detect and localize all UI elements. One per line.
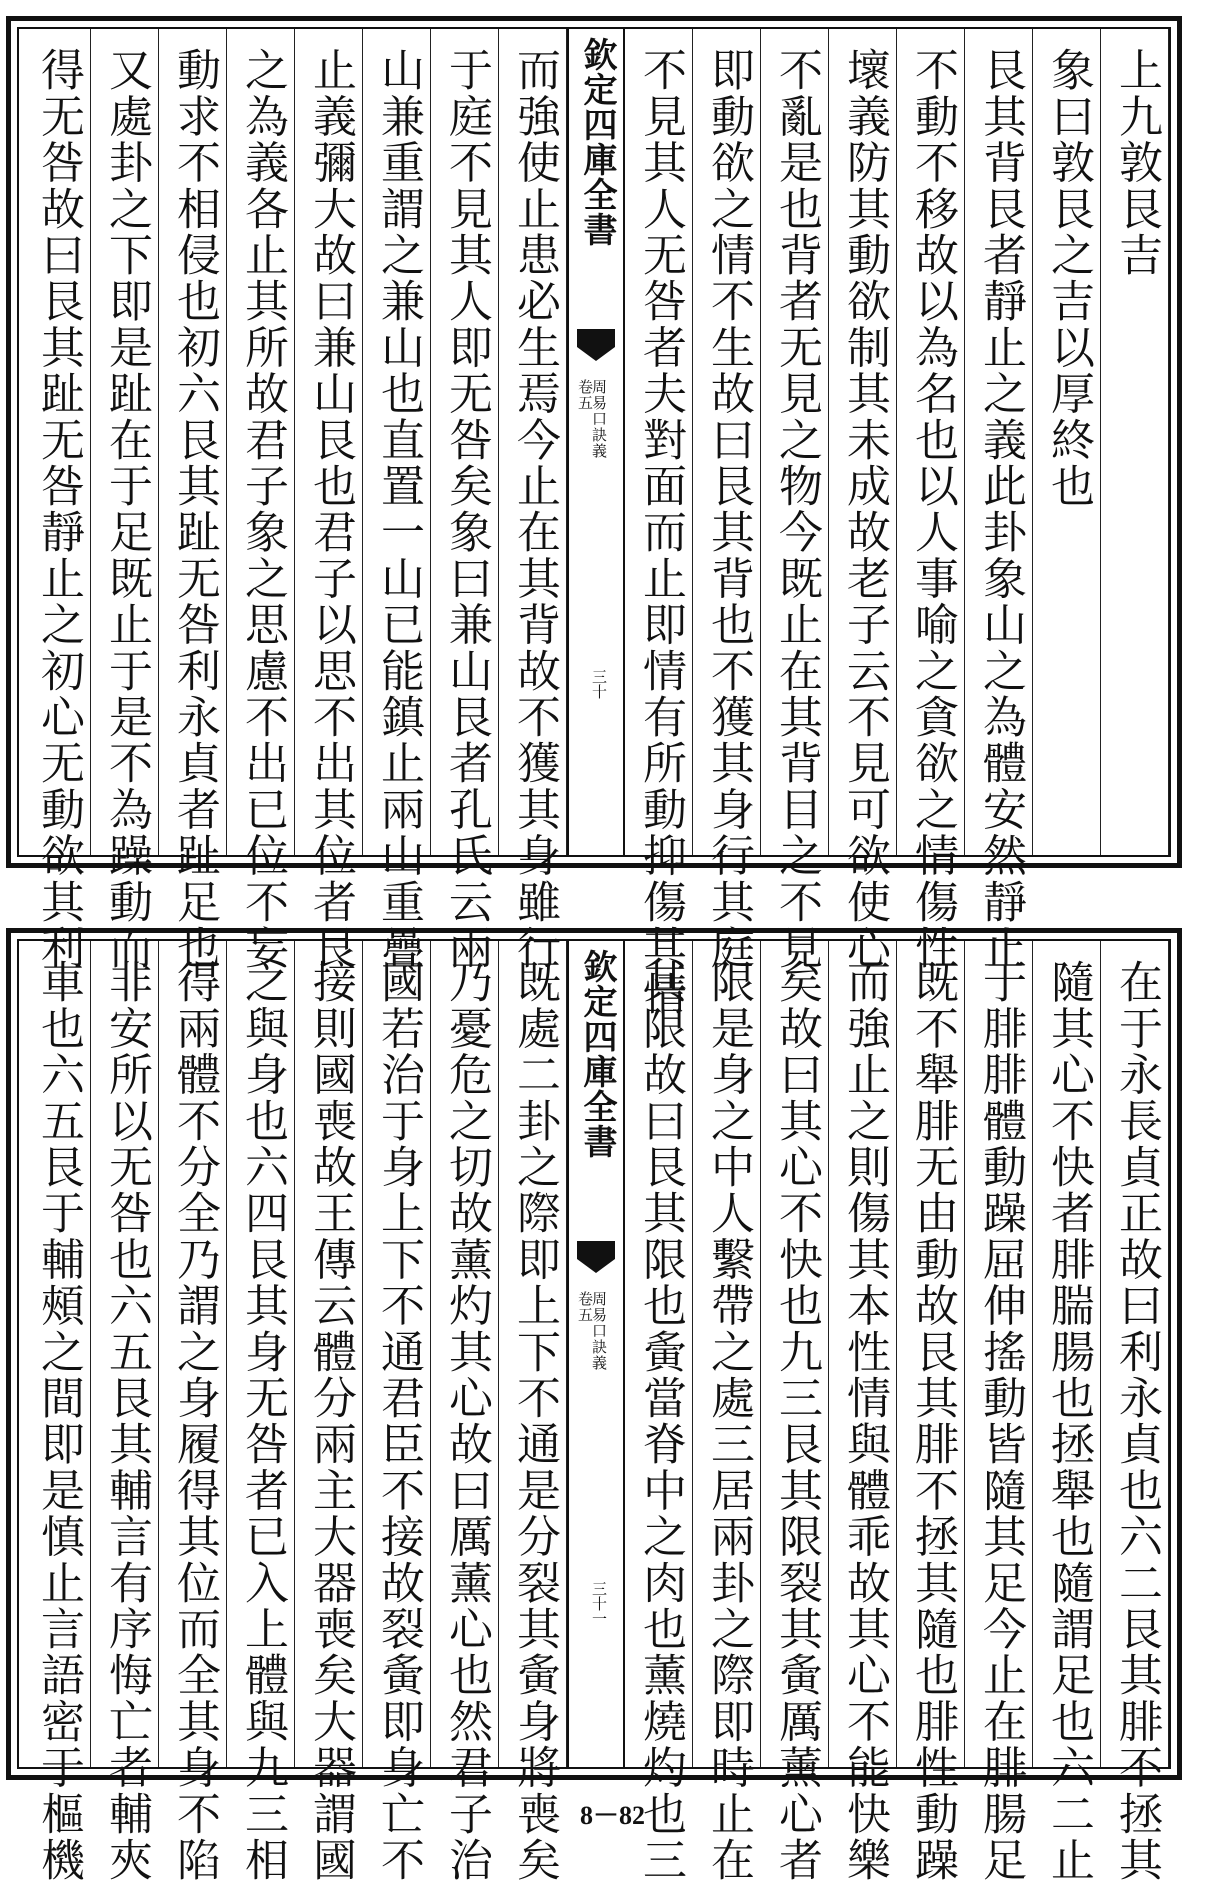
column-text: 山兼重謂之兼山也直置一山已能鎮止兩山重疊 bbox=[373, 47, 424, 971]
column-text: 不動不移故以為名也以人事喻之貪欲之情傷性 bbox=[907, 47, 958, 971]
book-series-title: 欽定四庫全書 bbox=[577, 37, 617, 247]
fishtail-ornament-icon bbox=[577, 329, 615, 347]
top-text-column bbox=[431, 29, 499, 971]
fishtail-ornament-tail-icon bbox=[577, 1259, 615, 1273]
column-text: 動求不相侵也初六艮其趾无咎利永貞者趾足也 bbox=[169, 47, 220, 971]
column-text: 于腓腓體動躁屈伸搖動皆隨其足今止在腓腸足 bbox=[975, 959, 1026, 1883]
top-text-column bbox=[625, 29, 693, 1018]
bottom-text-column bbox=[1101, 941, 1169, 1883]
column-text: 既處二卦之際即上下不通是分裂其夤身將喪矣 bbox=[509, 959, 560, 1883]
column-text: 既不舉腓无由動故艮其腓不拯其隨也腓性動躁 bbox=[907, 959, 958, 1883]
fishtail-ornament-icon bbox=[577, 1241, 615, 1259]
bottom-text-column bbox=[693, 941, 761, 1883]
bottom-text-column bbox=[431, 941, 499, 1883]
column-text: 于庭不見其人即无咎矣象曰兼山艮者孔氏云兩 bbox=[441, 47, 492, 971]
top-text-column bbox=[965, 29, 1033, 971]
bottom-text-column bbox=[965, 941, 1033, 1883]
column-text: 象曰敦艮之吉以厚終也 bbox=[1043, 47, 1094, 509]
bottom-text-column bbox=[499, 941, 567, 1883]
folio-number: 三十 bbox=[590, 669, 608, 699]
column-text: 壞義防其動欲制其未成故老子云不見可欲使心 bbox=[839, 47, 890, 971]
column-text: 得兩體不分全乃謂之身履得其位而全其身不陷 bbox=[169, 959, 220, 1883]
book-series-title: 欽定四庫全書 bbox=[577, 949, 617, 1159]
column-text: 上九敦艮吉 bbox=[1111, 47, 1162, 278]
bottom-text-column bbox=[829, 941, 897, 1883]
column-text: 國若治于身上下不通君臣不接故裂夤即身亡不 bbox=[373, 959, 424, 1883]
column-text: 隨其心不快者腓腨腸也拯舉也隨謂足也六二止 bbox=[1043, 959, 1094, 1883]
top-page-panel bbox=[6, 16, 1182, 1018]
column-text: 之與身也六四艮其身无咎者已入上體與九三相 bbox=[237, 959, 288, 1883]
top-text-column bbox=[23, 29, 91, 971]
column-text: 之為義各止其所故君子象之思慮不出已位不妄 bbox=[237, 47, 288, 971]
top-text-column bbox=[829, 29, 897, 971]
column-text: 其限故曰艮其限也夤當脊中之肉也薰燒灼也三 bbox=[635, 959, 686, 1883]
bottom-text-column bbox=[295, 941, 363, 1883]
top-page-frame bbox=[17, 27, 1171, 1018]
folio-number: 三十一 bbox=[590, 1581, 608, 1626]
top-text-column bbox=[499, 29, 567, 971]
bottom-center-strip bbox=[567, 941, 625, 1767]
bottom-text-column bbox=[897, 941, 965, 1883]
column-text: 艮其背艮者靜止之義此卦象山之為體安然靜止 bbox=[975, 47, 1026, 971]
bottom-text-column bbox=[227, 941, 295, 1883]
top-text-column bbox=[761, 29, 829, 971]
column-text: 乃憂危之切故薰灼其心故曰厲薰心也然君子治 bbox=[441, 959, 492, 1883]
bottom-text-column bbox=[159, 941, 227, 1883]
column-text: 得无咎故曰艮其趾无咎靜止之初心无動欲其利 bbox=[33, 47, 84, 971]
top-text-column bbox=[1101, 29, 1169, 855]
column-text: 而強止之則傷其本性情與體乖故其心不能快樂 bbox=[839, 959, 890, 1883]
top-text-column bbox=[91, 29, 159, 971]
book-name: 周易口訣義 bbox=[590, 379, 608, 459]
bottom-text-column bbox=[761, 941, 829, 1883]
bottom-text-column bbox=[625, 941, 693, 1883]
column-text: 在于永長貞正故曰利永貞也六二艮其腓不拯其 bbox=[1111, 959, 1162, 1883]
column-text: 又處卦之下即是趾在于足既止于是不為躁動而 bbox=[101, 47, 152, 971]
column-text: 止義彌大故曰兼山艮也君子以思不出其位者艮 bbox=[305, 47, 356, 971]
top-text-column bbox=[363, 29, 431, 971]
bottom-text-column bbox=[91, 941, 159, 1883]
column-text: 車也六五艮于輔頰之間即是慎止言語密于樞機 bbox=[33, 959, 84, 1883]
column-text: 即動欲之情不生故曰艮其背也不獲其身行其庭 bbox=[703, 47, 754, 971]
page-number: 8－82 bbox=[579, 1801, 645, 1830]
column-text: 而強使止患必生焉今止在其背故不獲其身雖行 bbox=[509, 47, 560, 971]
column-text: 非安所以无咎也六五艮其輔言有序悔亡者輔夾 bbox=[101, 959, 152, 1883]
volume-label: 卷五 bbox=[576, 379, 594, 411]
top-text-column bbox=[1033, 29, 1101, 855]
bottom-text-column bbox=[23, 941, 91, 1883]
top-text-column bbox=[693, 29, 761, 971]
book-name: 周易口訣義 bbox=[590, 1291, 608, 1371]
column-text: 矣故曰其心不快也九三艮其限裂其夤厲薰心者 bbox=[771, 959, 822, 1883]
column-text: 接則國喪故王傳云體分兩主大器喪矣大器謂國 bbox=[305, 959, 356, 1883]
column-text: 不見其人无咎者夫對面而止即情有所動抑傷其情 bbox=[635, 47, 686, 1018]
bottom-text-column bbox=[1033, 941, 1101, 1883]
fishtail-ornament-tail-icon bbox=[577, 347, 615, 361]
column-text: 限是身之中人繫帶之處三居兩卦之際即時止在 bbox=[703, 959, 754, 1883]
top-text-column bbox=[897, 29, 965, 971]
volume-label: 卷五 bbox=[576, 1291, 594, 1323]
top-text-column bbox=[295, 29, 363, 971]
bottom-text-column bbox=[363, 941, 431, 1883]
top-center-strip bbox=[567, 29, 625, 855]
top-text-column bbox=[159, 29, 227, 971]
column-text: 不亂是也背者无見之物今既止在其背目之不見 bbox=[771, 47, 822, 971]
top-text-column bbox=[227, 29, 295, 971]
